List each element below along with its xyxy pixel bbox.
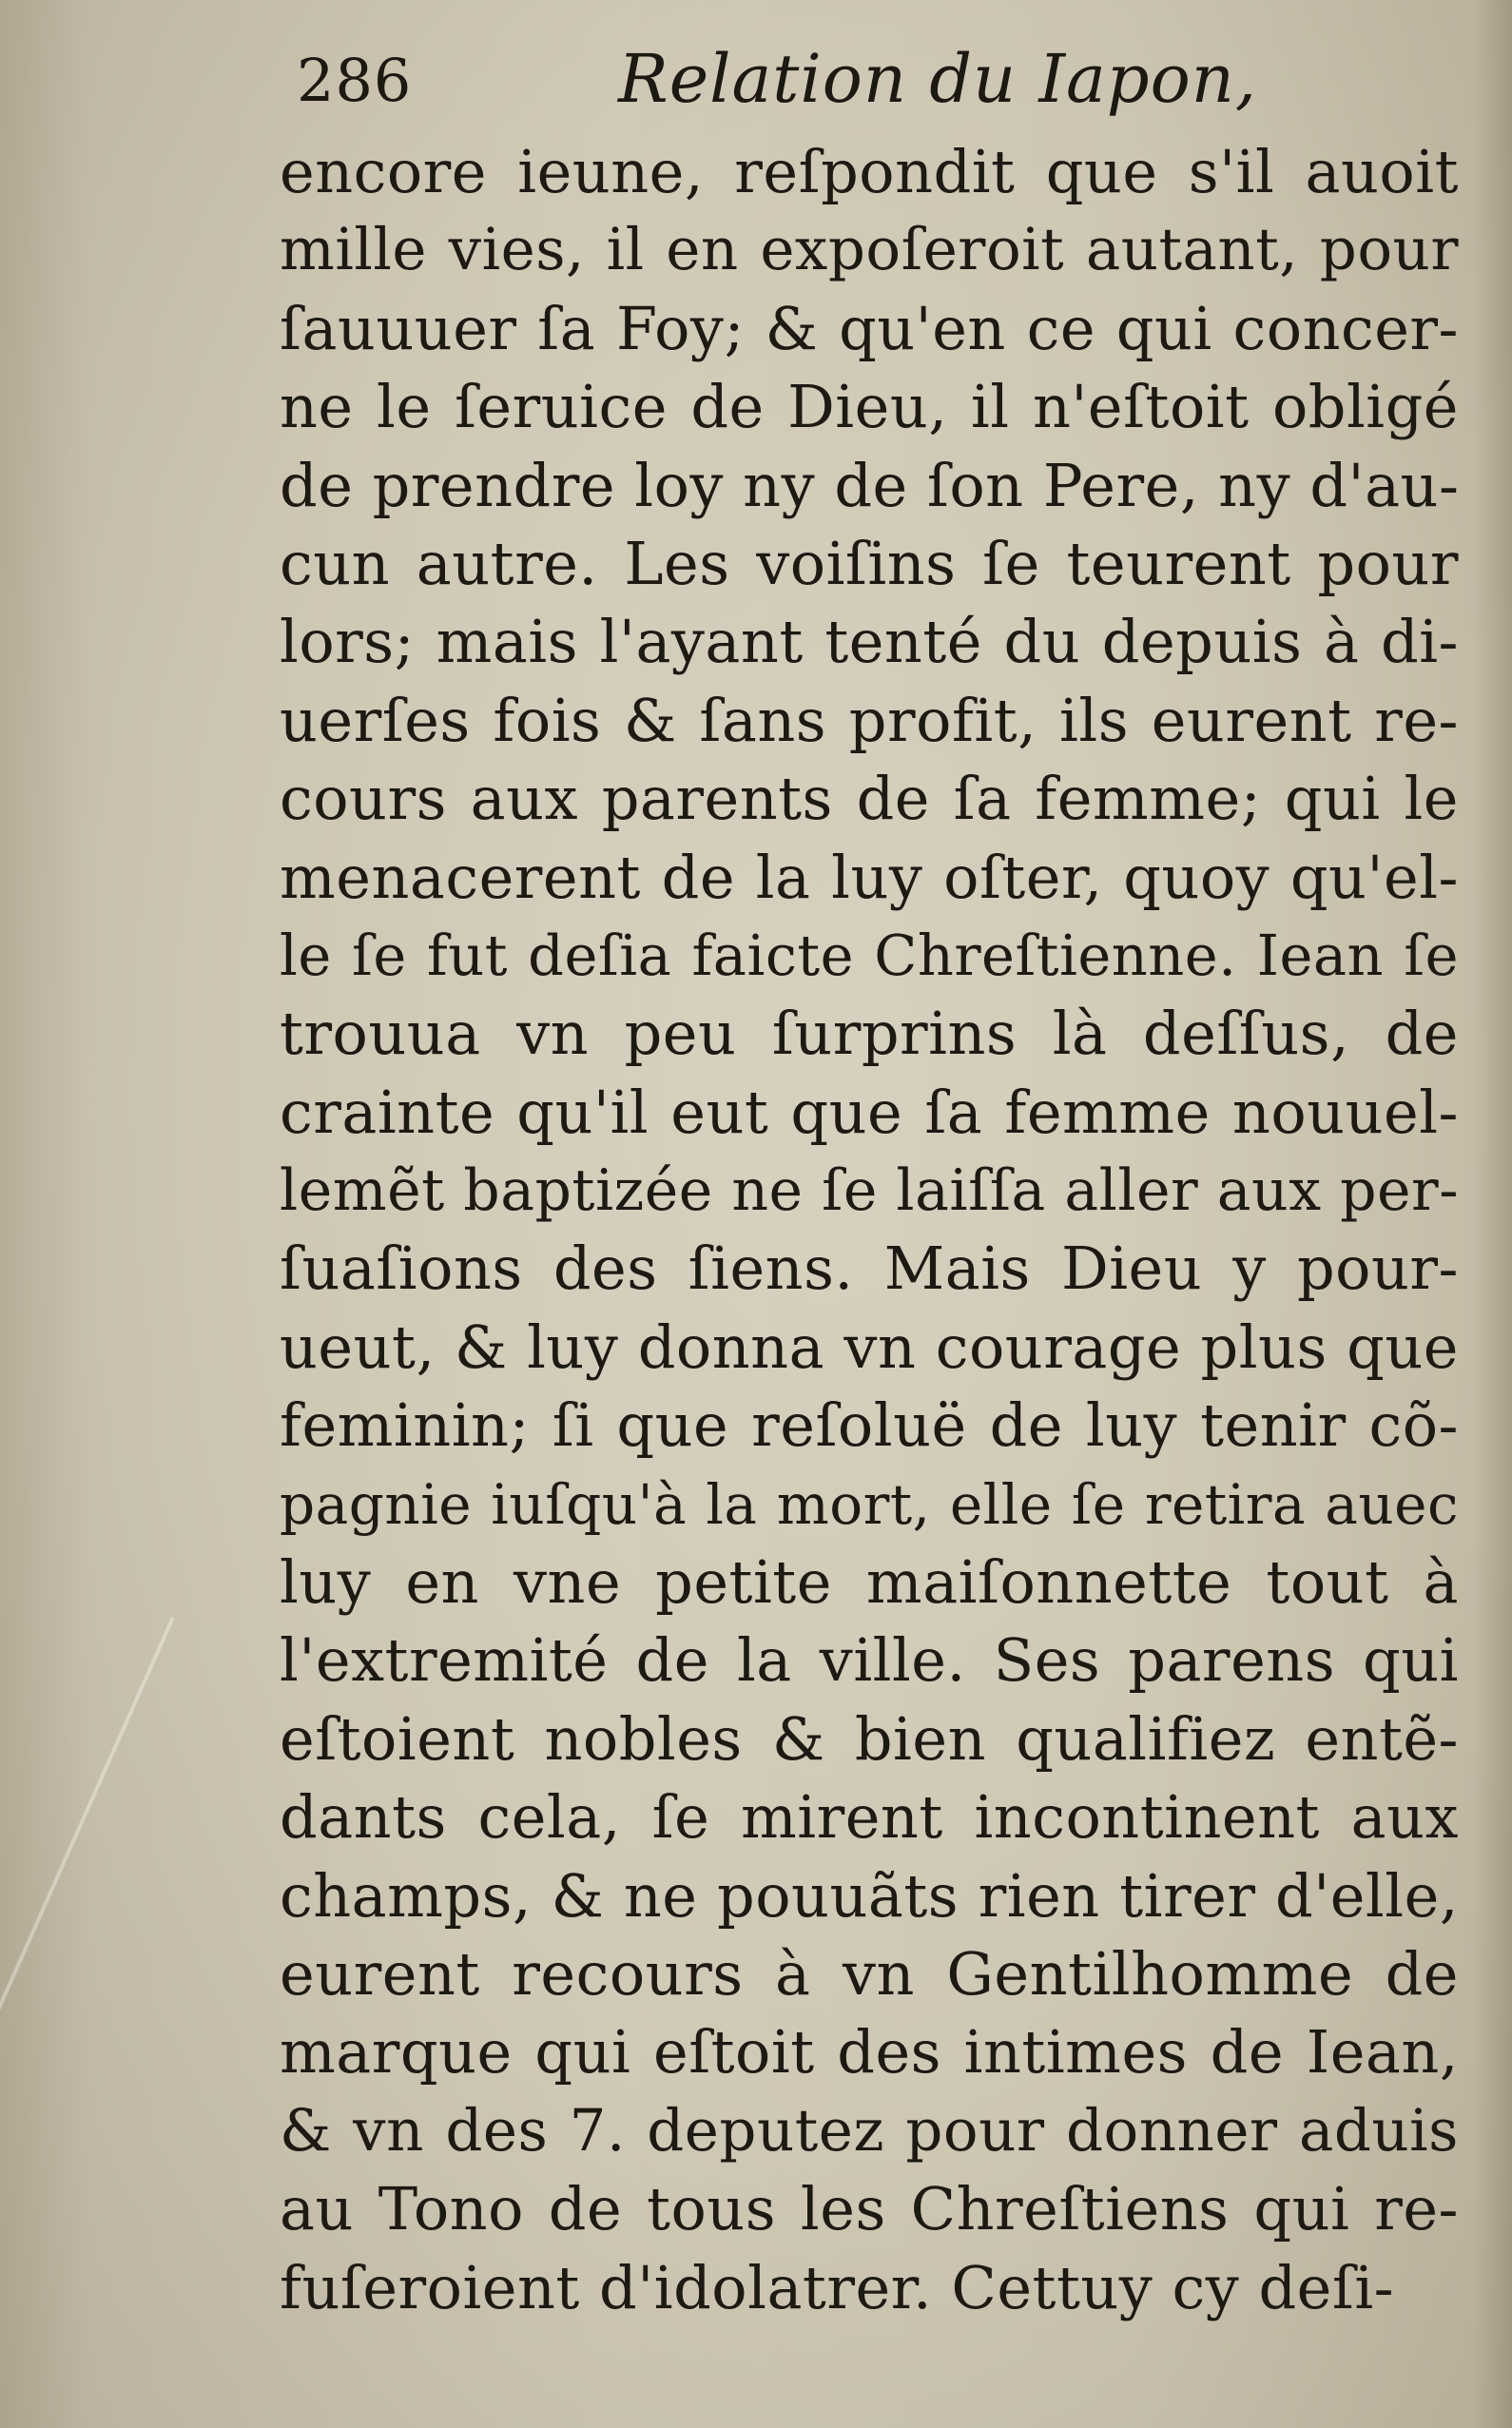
text-line: feminin; ſi que reſoluë de luy tenir cõ-	[280, 1390, 1459, 1461]
text-line: ſuaſions des ſiens. Mais Dieu y pour-	[280, 1233, 1459, 1304]
text-line: mille vies, il en expoſeroit autant, pour	[280, 216, 1459, 284]
text-line: eurent recours à vn Gentilhomme de	[280, 1938, 1459, 2009]
text-line: dants cela, ſe mirent incontinent aux	[280, 1782, 1459, 1853]
text-line: pagnie iuſqu'à la mort, elle ſe retira auec	[280, 1471, 1459, 1537]
running-title: Relation du Iapon,	[618, 40, 1258, 118]
running-head	[0, 36, 1512, 122]
text-line: marque qui eſtoit des intimes de Iean,	[280, 2017, 1459, 2088]
text-line: trouua vn peu ſurprins là deſſus, de	[280, 999, 1459, 1069]
text-line: menacerent de la luy oſter, quoy qu'el-	[280, 842, 1459, 912]
text-line: le ſe fut deſia faicte Chreſtienne. Iean ſe	[280, 922, 1459, 988]
text-line: au Tono de tous les Chreſtiens qui re-	[280, 2174, 1459, 2244]
text-line: uerſes fois & ſans profit, ils eurent re-	[280, 685, 1459, 755]
text-line: fuſeroient d'idolatrer. Cettuy cy deſi-	[280, 2252, 1395, 2322]
page-edge-shadow	[1474, 0, 1512, 2428]
text-line: ſauuuer ſa Foy; & qu'en ce qui concer-	[280, 293, 1459, 363]
text-line: encore ieune, reſpondit que s'il auoit	[280, 137, 1459, 206]
text-line: ueut, & luy donna vn courage plus que	[280, 1311, 1459, 1382]
text-line: ne le ſeruice de Dieu, il n'eſtoit obligé	[280, 372, 1459, 442]
text-line: champs, & ne pouuãts rien tirer d'elle,	[280, 1860, 1459, 1931]
text-line: cun autre. Les voiſins ſe teurent pour	[280, 528, 1459, 598]
text-line: crainte qu'il eut que ſa femme nouuel-	[280, 1077, 1459, 1147]
text-line: de prendre loy ny de ſon Pere, ny d'au-	[280, 450, 1460, 520]
text-line: eſtoient nobles & bien qualifiez entẽ-	[280, 1703, 1459, 1774]
body-text	[280, 133, 1459, 2327]
text-line: lors; mais l'ayant tenté du depuis à di-	[280, 607, 1459, 677]
text-line: l'extremité de la ville. Ses parens qui	[280, 1625, 1459, 1696]
text-line: lemẽt baptizée ne ſe laiſſa aller aux per-	[280, 1157, 1459, 1225]
paper-crease	[0, 1617, 175, 2070]
text-line: cours aux parents de ſa femme; qui le	[280, 764, 1459, 834]
page-number: 286	[297, 46, 413, 115]
text-line: & vn des 7. deputez pour donner aduis	[280, 2096, 1459, 2165]
text-line: luy en vne petite maiſonnette tout à	[280, 1547, 1459, 1618]
